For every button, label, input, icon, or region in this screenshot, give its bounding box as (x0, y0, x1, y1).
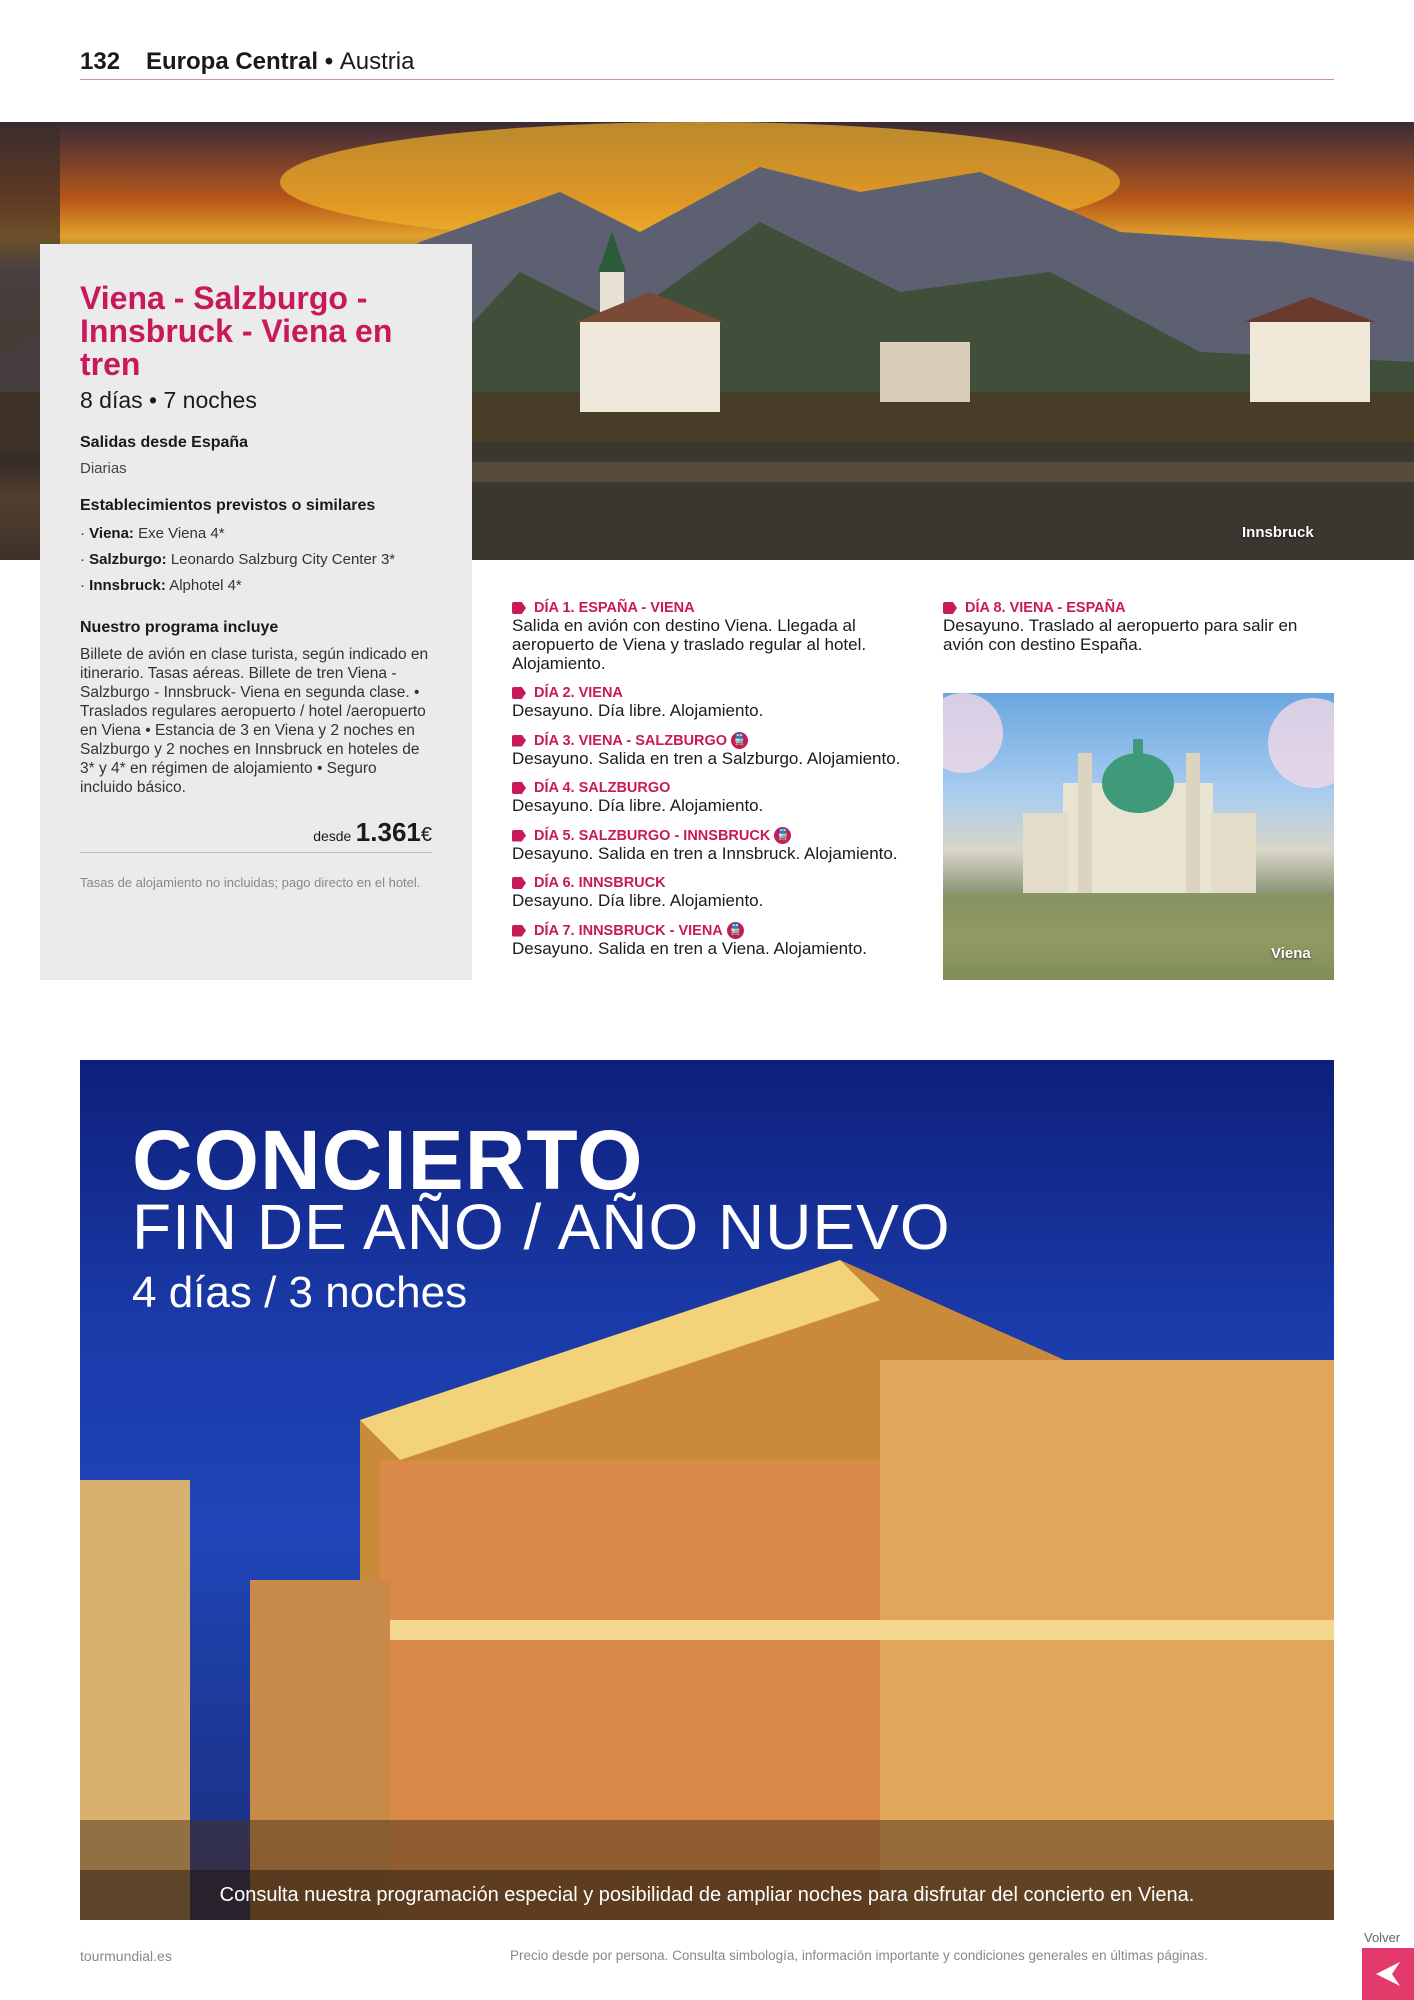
day-title: DÍA 2. VIENA (534, 685, 623, 701)
tag-icon (943, 602, 957, 614)
day-text: Desayuno. Día libre. Alojamiento. (512, 701, 764, 720)
section-name: Europa Central (146, 48, 319, 75)
tag-icon (512, 782, 526, 794)
day-text: Salida en avión con destino Viena. Llegada al aeropuerto de Viena y traslado regular al hotel. Alojamiento. (512, 616, 867, 673)
section-country: Austria (339, 48, 415, 75)
tag-icon (512, 735, 526, 747)
tag-icon (512, 877, 526, 889)
banner-title: CONCIERTO (132, 1113, 644, 1207)
itinerary-day (512, 600, 912, 673)
day-title: DÍA 7. INNSBRUCK - VIENA (534, 922, 723, 939)
itinerary-day (512, 780, 912, 815)
tour-info-box (40, 244, 472, 980)
program-text: Billete de avión en clase turista, según indicado en itinerario. Tasas aéreas. Billete de tren Viena - Salzburgo - Innsbruck- Viena en segunda clase. • Traslados regulares aeropuerto / hotel /aeropuerto en Viena • Estancia de 3 en Viena y 2 noches en Salzburgo y 2 noches en Innsbruck en hoteles de 3* y 4* en régimen de alojamiento • Seguro incluido básico. (80, 646, 429, 796)
hotel-item: · Salzburgo: Leonardo Salzburg City Center 3* (80, 551, 396, 568)
day-text: Desayuno. Salida en tren a Viena. Alojamiento. (512, 939, 868, 958)
program-heading: Nuestro programa incluye (80, 619, 279, 636)
day-title: DÍA 1. ESPAÑA - VIENA (534, 600, 695, 616)
footer-disclaimer: Precio desde por persona. Consulta simbología, información importante y condiciones generales en últimas páginas. (510, 1948, 1208, 1963)
train-icon: 🚆 (731, 732, 748, 749)
banner-duration: 4 días / 3 noches (132, 1268, 468, 1317)
vienna-church-illustration (943, 693, 1334, 980)
departures-heading: Salidas desde España (80, 434, 249, 451)
day-title: DÍA 5. SALZBURGO - INNSBRUCK (534, 827, 771, 844)
day-title: DÍA 4. SALZBURGO (534, 780, 671, 796)
price-from-label: desde (313, 828, 352, 844)
train-icon: 🚆 (774, 827, 791, 844)
section-title (146, 48, 414, 76)
day-text: Desayuno. Traslado al aeropuerto para salir en avión con destino España. (943, 616, 1298, 654)
section-separator: • (324, 48, 334, 75)
price-row (80, 817, 432, 853)
tag-icon (512, 687, 526, 699)
tour-duration: 8 días • 7 noches (80, 387, 257, 413)
back-button[interactable] (1362, 1948, 1414, 2000)
page-header (80, 46, 1334, 80)
page-number: 132 (80, 48, 121, 75)
day-title: DÍA 6. INNSBRUCK (534, 875, 666, 891)
banner-subtitle: FIN DE AÑO / AÑO NUEVO (132, 1191, 951, 1263)
vienna-caption: Viena (1271, 945, 1311, 962)
day-text: Desayuno. Salida en tren a Innsbruck. Alojamiento. (512, 844, 898, 863)
price-amount: 1.361 (355, 817, 421, 847)
itinerary-day (512, 827, 912, 863)
itinerary-day (512, 732, 912, 768)
back-arrow-icon (1374, 1961, 1402, 1987)
itinerary-day (943, 600, 1335, 654)
tag-icon (512, 925, 526, 937)
price-currency: € (420, 824, 432, 846)
hotels-heading: Establecimientos previstos o similares (80, 497, 376, 514)
banner-footer-text: Consulta nuestra programación especial y posibilidad de ampliar noches para disfrutar del concierto en Viena. (80, 1870, 1334, 1920)
footer-site: tourmundial.es (80, 1948, 172, 1964)
itinerary-day (512, 875, 912, 910)
itinerary-column-1 (512, 600, 912, 970)
tag-icon (512, 830, 526, 842)
train-icon: 🚆 (727, 922, 744, 939)
itinerary-day (512, 685, 912, 720)
tag-icon (512, 602, 526, 614)
day-text: Desayuno. Día libre. Alojamiento. (512, 891, 764, 910)
day-text: Desayuno. Día libre. Alojamiento. (512, 796, 764, 815)
tour-title: Viena - Salzburgo - Innsbruck - Viena en tren (80, 280, 393, 382)
hotel-item: · Innsbruck: Alphotel 4* (80, 577, 242, 594)
day-title: DÍA 3. VIENA - SALZBURGO (534, 732, 728, 749)
itinerary-column-2 (943, 600, 1335, 666)
tax-note: Tasas de alojamiento no incluidas; pago directo en el hotel. (80, 875, 421, 890)
back-label: Volver (1364, 1930, 1401, 1945)
departures-value: Diarias (80, 460, 127, 477)
concert-banner (80, 1060, 1334, 1920)
itinerary-day (512, 922, 912, 958)
day-title: DÍA 8. VIENA - ESPAÑA (965, 600, 1126, 616)
hotels-list (80, 521, 432, 599)
hotel-item: · Viena: Exe Viena 4* (80, 525, 225, 542)
vienna-photo (943, 693, 1334, 980)
hero-caption: Innsbruck (1242, 524, 1314, 541)
day-text: Desayuno. Salida en tren a Salzburgo. Alojamiento. (512, 749, 901, 768)
